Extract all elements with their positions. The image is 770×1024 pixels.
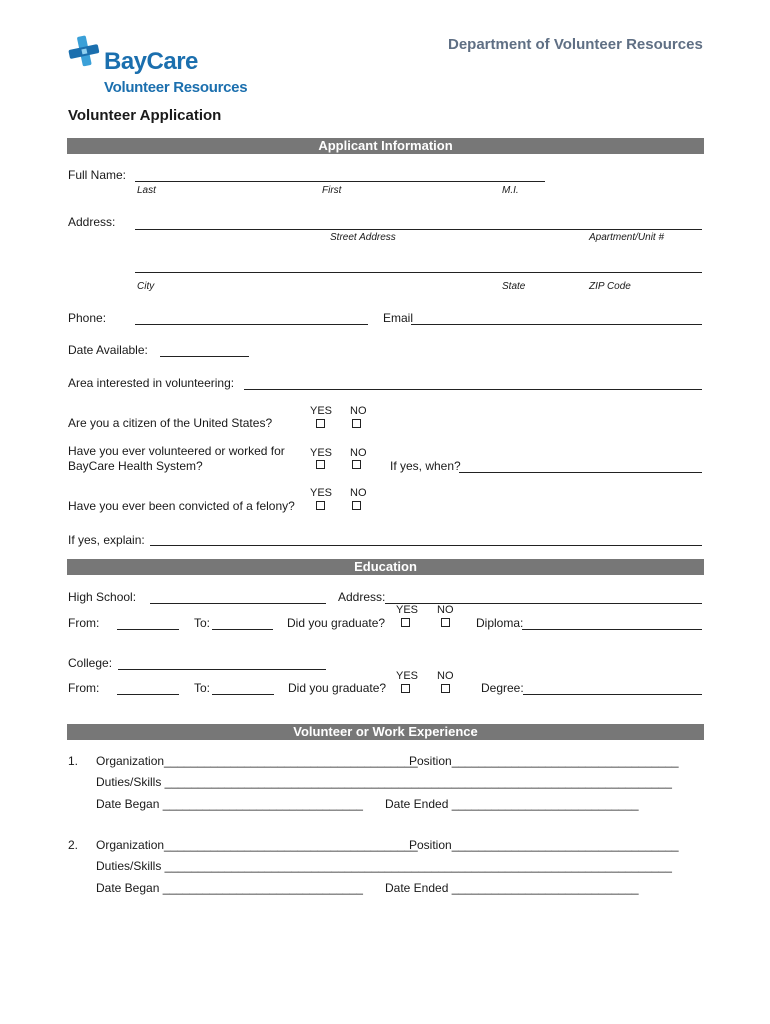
street-address-label: Street Address [330,232,396,243]
hs-graduate-yes-label: YES [396,604,419,616]
hs-from-label: From: [68,616,100,630]
state-label: State [502,281,526,292]
experience-1-date-began[interactable]: Date Began ______________________________ [96,797,363,811]
volunteered-question-line1: Have you ever volunteered or worked for [68,444,285,458]
hs-to-line[interactable] [212,629,273,630]
apartment-unit-label: Apartment/Unit # [589,232,665,243]
city-state-zip-line[interactable] [135,272,702,273]
high-school-address-line[interactable] [385,603,702,604]
college-label: College: [68,656,113,670]
experience-2-date-began[interactable]: Date Began ______________________________ [96,881,363,895]
college-graduate-question: Did you graduate? [288,681,387,695]
mi-label: M.I. [502,185,519,196]
volunteered-no-checkbox[interactable] [352,460,361,469]
form-title: Volunteer Application [68,107,222,124]
citizen-no-checkbox[interactable] [352,419,361,428]
felony-yes-checkbox[interactable] [316,501,325,510]
citizen-yes-label: YES [310,405,333,417]
experience-2-position[interactable]: Position__________________________________ [409,838,679,852]
hs-graduate-yes-checkbox[interactable] [401,618,410,627]
street-address-line[interactable] [135,229,702,230]
high-school-line[interactable] [150,603,326,604]
volunteered-yes-label: YES [310,447,333,459]
hs-graduate-no-checkbox[interactable] [441,618,450,627]
last-label: Last [137,185,156,196]
experience-2-organization[interactable]: Organization______________________________________ [96,838,418,852]
date-available-line[interactable] [160,356,249,357]
phone-line[interactable] [135,324,368,325]
citizen-no-label: NO [350,405,367,417]
college-graduate-no-checkbox[interactable] [441,684,450,693]
hs-graduate-question: Did you graduate? [287,616,386,630]
hs-graduate-no-label: NO [437,604,454,616]
if-yes-explain-label: If yes, explain: [68,533,145,547]
experience-1-organization[interactable]: Organization______________________________________ [96,754,418,768]
email-line[interactable] [411,324,702,325]
citizen-yes-checkbox[interactable] [316,419,325,428]
address-label: Address: [68,215,116,229]
college-line[interactable] [118,669,326,670]
felony-question: Have you ever been convicted of a felony? [68,499,295,513]
high-school-label: High School: [68,590,137,604]
if-yes-when-label: If yes, when? [390,459,461,473]
diploma-label: Diploma: [476,616,524,630]
citizen-question: Are you a citizen of the United States? [68,416,273,430]
degree-line[interactable] [523,694,702,695]
college-to-line[interactable] [212,694,274,695]
phone-label: Phone: [68,311,107,325]
college-to-label: To: [194,681,211,695]
city-label: City [137,281,155,292]
volunteered-yes-checkbox[interactable] [316,460,325,469]
logo-name: BayCare [104,48,198,75]
college-graduate-no-label: NO [437,670,454,682]
volunteered-question-line2: BayCare Health System? [68,459,203,473]
hs-to-label: To: [194,616,211,630]
experience-2-duties[interactable]: Duties/Skills ____________________________________________________________________________ [96,859,672,873]
full-name-label: Full Name: [68,168,127,182]
experience-2-date-ended[interactable]: Date Ended ____________________________ [385,881,639,895]
section-experience: Volunteer or Work Experience [67,724,704,740]
section-applicant-information: Applicant Information [67,138,704,154]
degree-label: Degree: [481,681,524,695]
hs-from-line[interactable] [117,629,179,630]
if-yes-when-line[interactable] [459,472,702,473]
college-graduate-yes-checkbox[interactable] [401,684,410,693]
felony-no-checkbox[interactable] [352,501,361,510]
zip-code-label: ZIP Code [589,281,631,292]
high-school-address-label: Address: [338,590,386,604]
experience-2-number: 2. [68,838,79,852]
college-from-line[interactable] [117,694,179,695]
first-label: First [322,185,342,196]
department-title: Department of Volunteer Resources [448,36,703,53]
felony-yes-label: YES [310,487,333,499]
college-from-label: From: [68,681,100,695]
volunteered-no-label: NO [350,447,367,459]
baycare-logo-icon [66,34,106,74]
felony-no-label: NO [350,487,367,499]
area-interested-label: Area interested in volunteering: [68,376,235,390]
logo-subtitle: Volunteer Resources [104,79,248,96]
email-label: Email [383,311,414,325]
section-education: Education [67,559,704,575]
experience-1-duties[interactable]: Duties/Skills ____________________________________________________________________________ [96,775,672,789]
if-yes-explain-line[interactable] [150,545,702,546]
area-interested-line[interactable] [244,389,702,390]
date-available-label: Date Available: [68,343,148,357]
experience-1-number: 1. [68,754,79,768]
full-name-line[interactable] [135,181,545,182]
experience-1-date-ended[interactable]: Date Ended ____________________________ [385,797,639,811]
experience-1-position[interactable]: Position__________________________________ [409,754,679,768]
diploma-line[interactable] [522,629,702,630]
college-graduate-yes-label: YES [396,670,419,682]
